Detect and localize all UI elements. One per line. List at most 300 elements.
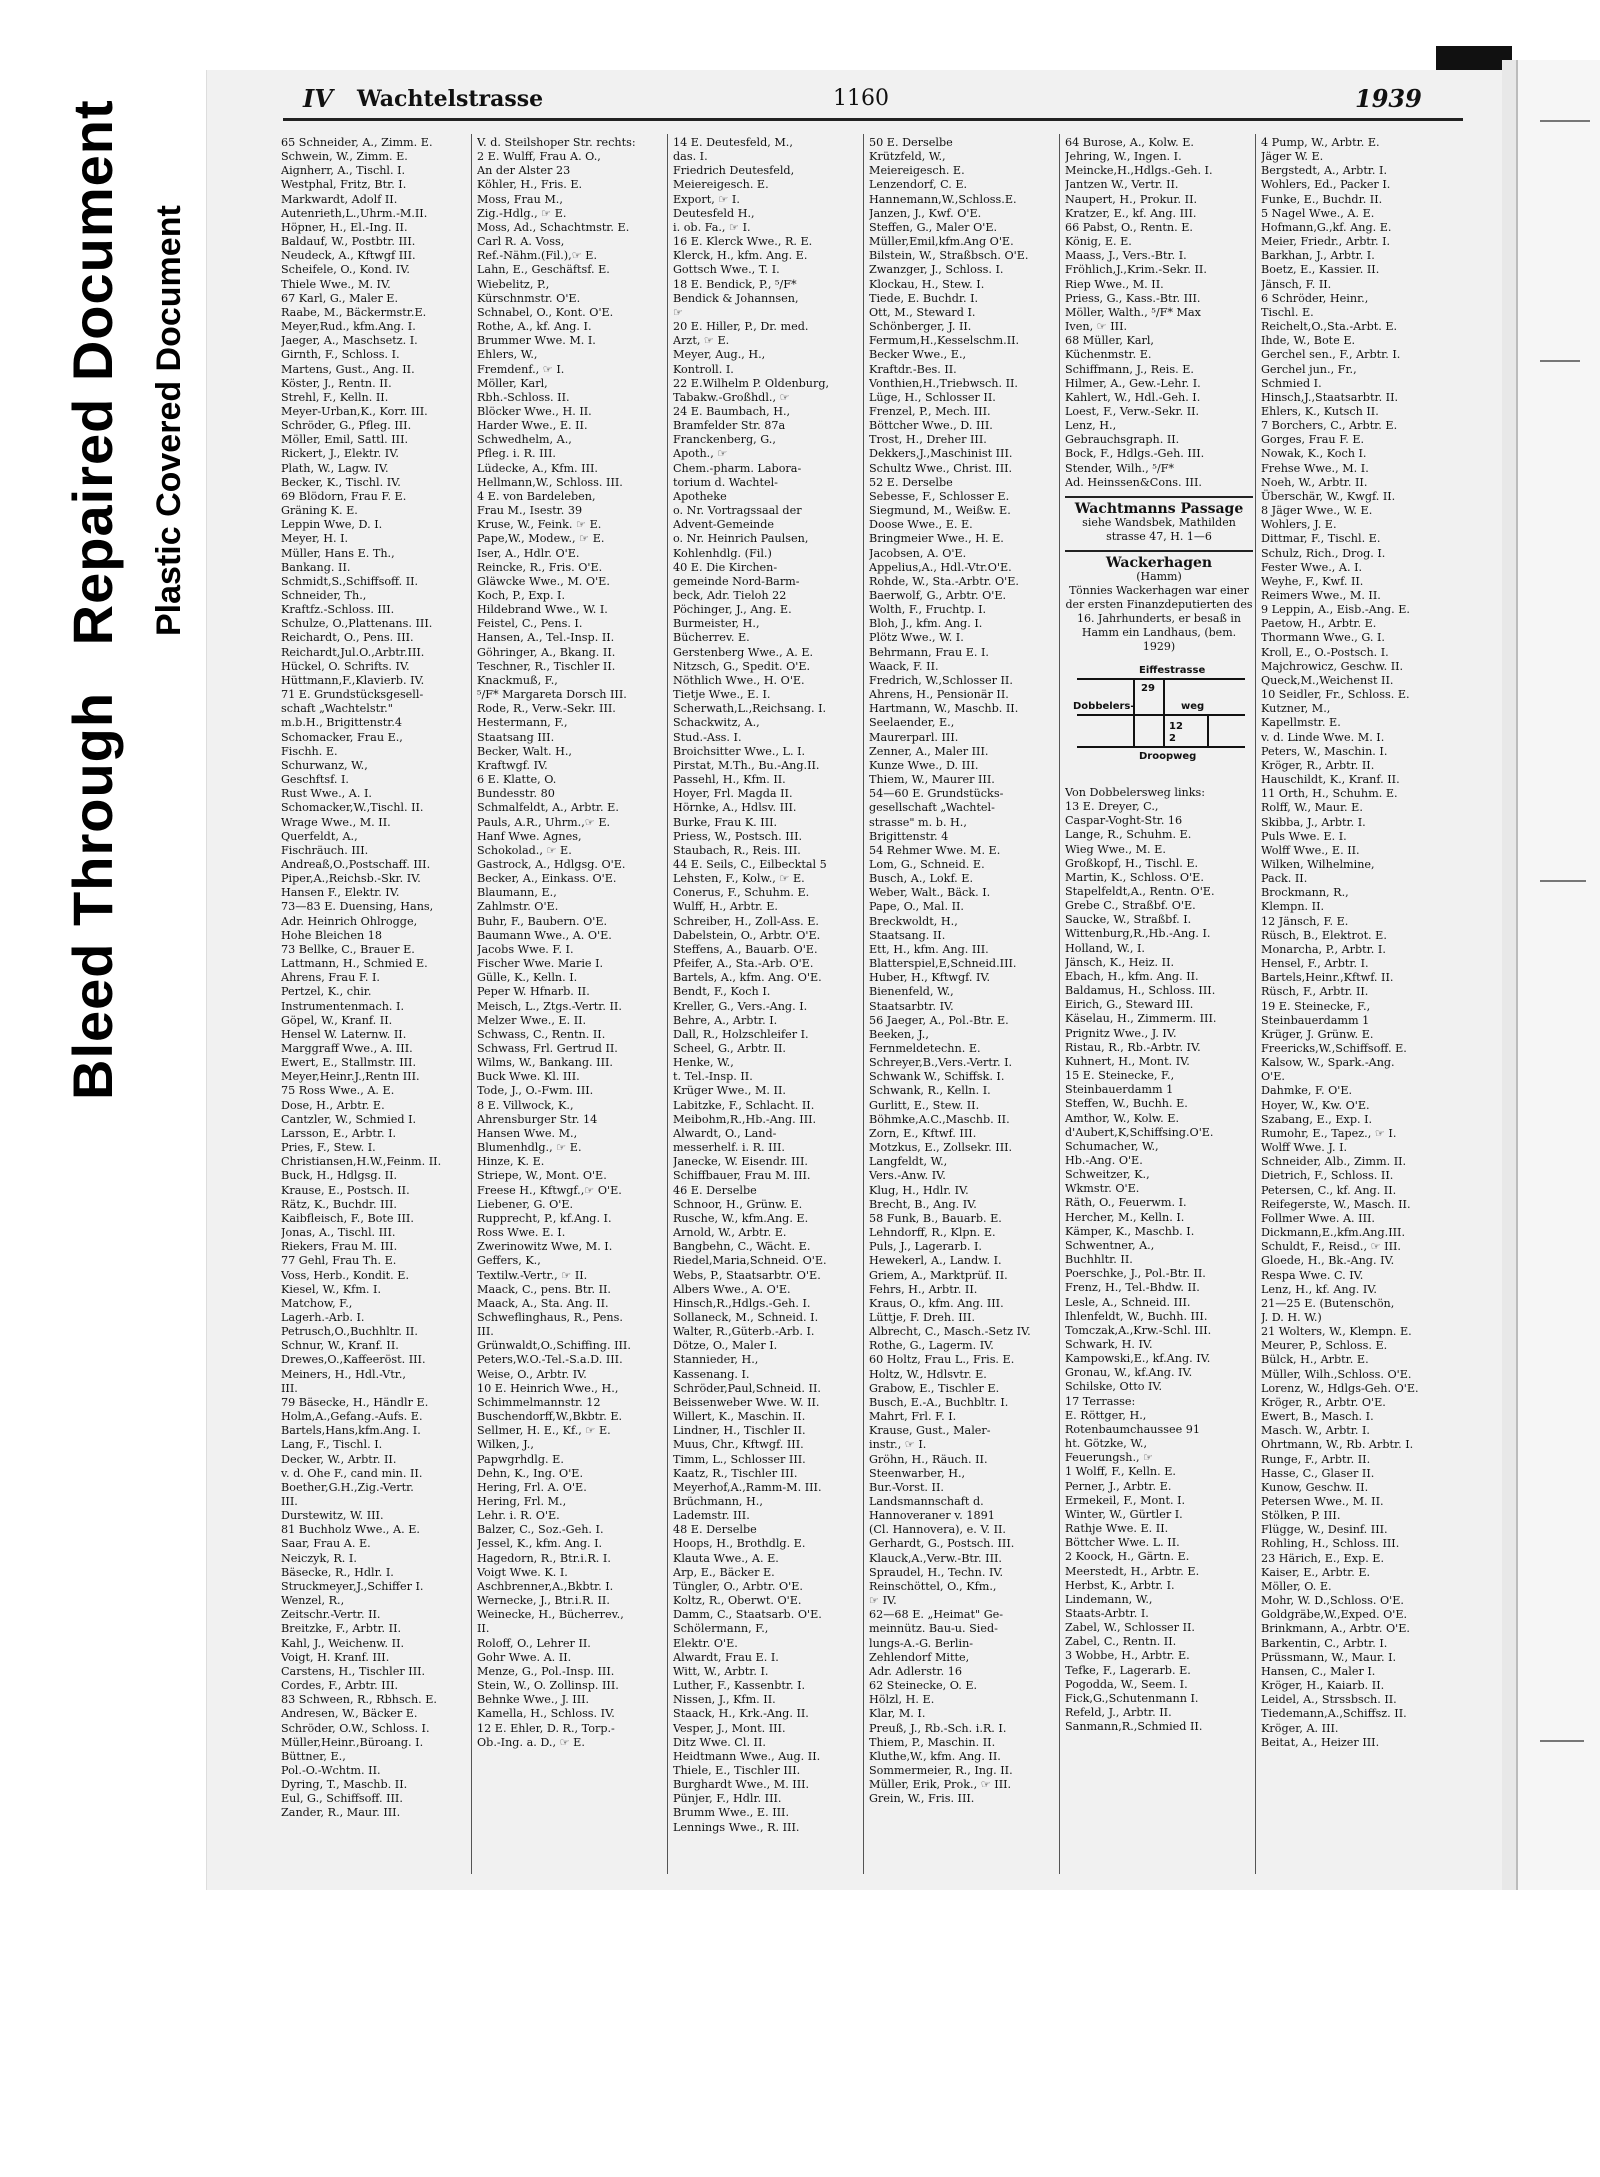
directory-entry: Roloff, O., Lehrer II. [477,1636,591,1650]
directory-entry: Refeld, J., Arbtr. II. [1065,1706,1172,1720]
directory-entry: Lattmann, H., Schmied E. [281,957,428,971]
directory-entry: Schomacker, Frau E., [281,730,403,744]
directory-entry: Jacobsen, A. O'E. [869,546,967,560]
directory-entry: Von Dobbelersweg links: [1065,785,1206,799]
directory-entry: Struckmeyer,J.,Schiffer I. [281,1579,424,1593]
directory-entry: Pauls, A.R., Uhrm.,☞ E. [477,815,611,829]
directory-entry: Kunze Wwe., D. III. [869,758,979,772]
directory-entry: 3 Wobbe, H., Arbtr. E. [1065,1649,1190,1663]
directory-page [206,70,1503,1890]
directory-entry: Rothe, G., Lagerm. IV. [869,1339,994,1353]
directory-entry: lungs-A.-G. Berlin- [869,1636,974,1650]
directory-entry: Köster, J., Rentn. II. [281,376,392,390]
directory-entry: Apoth., ☞ [673,447,728,461]
directory-entry: Hewekerl, A., Landw. I. [869,1254,1002,1268]
directory-entry: Bringmeier Wwe., H. E. [869,532,1004,546]
directory-entry: Aschbrenner,A.,Bkbtr. I. [477,1579,614,1593]
directory-entry: Krause, E., Postsch. II. [281,1183,410,1197]
directory-entry: Schnabel, O., Kont. O'E. [477,305,614,319]
directory-entry: Lesle, A., Schneid. III. [1065,1295,1191,1309]
directory-entry: Kamella, H., Schloss. IV. [477,1707,615,1721]
directory-entry: Hercher, M., Kelln. I. [1065,1210,1185,1224]
directory-entry: Kröger, R., Arbtr. O'E. [1261,1395,1386,1409]
directory-entry: Thiele, E., Tischler III. [673,1763,801,1777]
directory-entry: Waack, F. II. [869,659,939,673]
directory-entry: E. Röttger, H., [1065,1408,1147,1422]
directory-entry: Ohrtmann, W., Rb. Arbtr. I. [1261,1438,1414,1452]
directory-entry: Baldamus, H., Schloss. III. [1065,984,1216,998]
directory-entry: Freese H., Kftwgf.,☞ O'E. [477,1183,622,1197]
directory-entry: Hering, Frl. M., [477,1495,567,1508]
directory-entry: v. d. Linde Wwe. M. I. [1261,730,1385,744]
directory-entry: Busch, E.-A., Buchbltr. I. [869,1395,1009,1409]
directory-entry: Beissenweber Wwe. W. II. [673,1395,820,1409]
directory-entry: III. [281,1495,298,1508]
directory-entry: Weise, O., Arbtr. IV. [477,1367,587,1381]
directory-entry: Kaiser, E., Arbtr. E. [1261,1565,1371,1579]
directory-entry: Gerhardt, G., Postsch. III. [869,1537,1015,1551]
directory-entry: Schwentner, A., [1065,1238,1155,1252]
directory-entry: Damm, C., Staatsarb. O'E. [673,1608,822,1622]
directory-entry: Papwgrhdlg. E. [477,1452,564,1466]
directory-entry: messerhelf. i. R. III. [673,1141,785,1155]
directory-entry: Scheifele, O., Kond. IV. [281,263,410,277]
directory-entry: Fischräuch. III. [281,843,369,857]
directory-entry: Dehn, K., Ing. O'E. [477,1466,584,1480]
directory-entry: Sellmer, H. E., Kf., ☞ E. [477,1424,611,1438]
directory-entry: Ditz Wwe. Cl. II. [673,1735,766,1749]
directory-entry: Lüttje, F. Dreh. III. [869,1310,976,1324]
directory-entry: Grebe C., Straßbf. O'E. [1065,899,1196,913]
directory-entry: Becker, Walt. H., [477,744,572,758]
directory-entry: Export, ☞ I. [673,192,740,206]
directory-entry: Tabakw.-Großhdl., ☞ [673,390,790,404]
directory-entry: Westphal, Fritz, Btr. I. [281,178,407,192]
directory-entry: 4 E. von Bardeleben, [477,489,596,503]
directory-entry: Beeken, J., [869,1027,929,1041]
directory-entry: Pirstat, M.Th., Bu.-Ang.II. [673,758,820,772]
directory-entry: Elektr. O'E. [673,1636,738,1650]
directory-entry: Alwardt, O., Land- [673,1126,777,1140]
directory-entry: Timm, L., Schlosser III. [673,1452,806,1466]
directory-entry: Gläwcke Wwe., M. O'E. [477,574,610,588]
directory-entry: Tüngler, O., Arbtr. O'E. [673,1579,803,1593]
directory-entry: Lehndorff, R., Klpn. E. [869,1226,996,1240]
directory-entry: Wittenburg,R.,Hb.-Ang. I. [1065,927,1211,941]
directory-entry: Rbh.-Schloss. II. [477,390,570,404]
directory-entry: Gerchel sen., F., Arbtr. I. [1261,348,1401,362]
directory-entry: Klug, H., Hdlr. IV. [869,1183,969,1197]
directory-entry: Kahlert, W., Hdl.-Geh. I. [1065,390,1201,404]
directory-entry: Jonas, A., Tischl. III. [281,1226,396,1240]
directory-entry: Gronau, W., kf.Ang. IV. [1065,1366,1193,1380]
directory-entry: Queck,M.,Weichenst II. [1261,673,1394,687]
directory-entry: Pape,W., Modew., ☞ E. [477,532,605,546]
directory-entry: Poerschke, J., Pol.-Btr. II. [1065,1267,1206,1281]
directory-entry: Hanf Wwe. Agnes, [477,829,582,843]
directory-entry: Krause, Gust., Maler- [869,1424,991,1438]
directory-entry: Wernecke, J., Btr.i.R. II. [477,1594,610,1608]
section-number: IV [303,84,333,113]
directory-entry: Drewes,O.,Kaffeeröst. III. [281,1353,426,1367]
directory-entry: 9 Leppin, A., Eisb.-Ang. E. [1261,603,1410,617]
directory-entry: Stud.-Ass. I. [673,730,742,744]
column-divider [863,134,864,1874]
directory-entry: Käselau, H., Zimmerm. III. [1065,1012,1217,1026]
directory-entry: Pape, O., Mal. II. [869,900,964,914]
directory-entry: Striepe, W., Mont. O'E. [477,1169,607,1183]
plastic-covered-label: Plastic Covered Document [150,205,188,636]
directory-entry: 64 Burose, A., Kolw. E. [1065,136,1194,149]
directory-entry: Peper W. Hfnarb. II. [477,985,590,999]
directory-entry: 73—83 E. Duensing, Hans, [281,900,434,914]
directory-entry: v. d. Ohe F., cand min. II. [281,1466,423,1480]
directory-entry: Reichardt,Jul.O.,Arbtr.III. [281,645,425,659]
directory-entry: Durstewitz, W. III. [281,1509,384,1523]
directory-entry: Reincke, R., Fris. O'E. [477,560,603,574]
directory-entry: 44 E. Seils, C., Eilbecktal 5 [673,857,827,871]
directory-entry: Schmalfeldt, A., Arbtr. E. [477,801,619,815]
directory-entry: Heidtmann Wwe., Aug. II. [673,1749,821,1763]
directory-entry: Pack. II. [1261,872,1308,886]
directory-entry: Lademstr. III. [673,1509,750,1523]
directory-entry: Kröger, H., Kaiarb. II. [1261,1679,1385,1693]
directory-entry: Boether,G.H.,Zig.-Vertr. [281,1480,414,1494]
directory-entry: 19 E. Steinecke, F., [1261,999,1371,1013]
directory-entry: Weber, Walt., Bäck. I. [869,886,991,900]
directory-entry: 18 E. Bendick, P., ⁵/F* [673,277,797,291]
directory-entry: Kröger, A. III. [1261,1721,1339,1735]
directory-entry: Vesper, J., Mont. III. [673,1721,786,1735]
directory-entry: 58 Funk, B., Bauarb. E. [869,1211,1002,1225]
directory-entry: i. ob. Fa., ☞ I. [673,220,751,234]
directory-entry: Lüge, H., Schlosser II. [869,390,996,404]
directory-entry: Schiffbauer, Frau M. III. [673,1169,811,1183]
directory-entry: Bücherrev. E. [673,631,750,645]
directory-entry: Menze, G., Pol.-Insp. III. [477,1664,615,1678]
page-number: 1160 [833,86,889,111]
directory-entry: 15 E. Steinecke, F., [1065,1069,1175,1083]
directory-entry: Behnke Wwe., J. III. [477,1693,590,1707]
directory-entry: Webs, P., Staatsarbtr. O'E. [673,1268,821,1282]
directory-entry: Andresen, W., Bäcker E. [281,1707,418,1721]
directory-entry: Bäsecke, R., Hdlr. I. [281,1565,394,1579]
directory-entry: Schwank W., Schiffsk. I. [869,1070,1005,1084]
directory-entry: 21—25 E. (Butenschön, [1261,1296,1395,1310]
directory-entry: Skibba, J., Arbtr. I. [1261,815,1366,829]
directory-entry: Adr. Heinrich Ohlrogge, [281,914,418,928]
directory-entry: Gurlitt, E., Stew. II. [869,1098,980,1112]
directory-entry: Bendick & Johannsen, [673,291,799,305]
map-label: Dobbelers- [1073,700,1135,712]
directory-entry: Majchrowicz, Geschw. II. [1261,659,1404,673]
directory-entry: 1 Wolff, F., Kelln. E. [1065,1465,1176,1479]
directory-entry: Kratzer, E., kf. Ang. III. [1065,206,1197,220]
directory-entry: Hansen, C., Maler I. [1261,1664,1376,1678]
directory-entry: Klar, M. I. [869,1707,926,1721]
directory-entry: Schulz, Rich., Drog. I. [1261,546,1386,560]
directory-entry: Behre, A., Arbtr. I. [673,1013,778,1027]
directory-entry: Schröder, G., Pfleg. III. [281,419,412,433]
map-label: Eiffestrasse [1139,664,1206,676]
directory-entry: Schnoor, H., Grünw. E. [673,1197,803,1211]
directory-entry: Frenz, H., Tel.-Bhdw. II. [1065,1281,1200,1295]
directory-entry: Schokolad., ☞ E. [477,843,572,857]
directory-entry: Kassenang. I. [673,1367,750,1381]
directory-entry: 17 Terrasse: [1065,1394,1136,1408]
directory-entry: Krützfeld, W., [869,150,946,164]
directory-entry: Meyer,Heinr.J.,Rentn III. [281,1070,420,1084]
directory-entry: Zorn, E., Kftwf. III. [869,1126,977,1140]
directory-entry: Hoyer, W., Kw. O'E. [1261,1098,1370,1112]
directory-entry: Dyring, T., Maschb. II. [281,1778,408,1792]
directory-entry: Schröder,Paul,Schneid. II. [673,1381,821,1395]
directory-entry: Mohr, W. D.,Schloss. O'E. [1261,1594,1404,1608]
directory-entry: III. [281,1381,298,1395]
directory-entry: Loest, F., Verw.-Sekr. II. [1065,404,1200,418]
directory-entry: Möller, O. E. [1261,1579,1332,1593]
directory-entry: Jacobs Wwe. F. I. [477,942,574,956]
directory-entry: Janzen, J., Kwf. O'E. [869,206,982,220]
directory-entry: Brummer Wwe. M. I. [477,334,596,348]
directory-entry: Rathje Wwe. E. II. [1065,1522,1169,1536]
directory-entry: Vonthien,H.,Triebwsch. II. [869,376,1018,390]
box-title: Wackerhagen [1105,554,1213,571]
directory-entry: Respa Wwe. C. IV. [1261,1268,1364,1282]
directory-entry: Pries, F., Stew. I. [281,1141,376,1155]
directory-entry: Albers Wwe., A. O'E. [673,1282,791,1296]
directory-entry: Trost, H., Dreher III. [869,433,987,447]
directory-entry: Wiebelitz, P., [477,277,550,291]
directory-entry: Sommermeier, R., Ing. II. [869,1763,1013,1777]
directory-entry: Brigittenstr. 4 [869,829,949,843]
directory-entry: o. Nr. Heinrich Paulsen, [673,532,809,546]
directory-entry: Schmidt,S.,Schiffsoff. II. [281,574,419,588]
directory-entry: Witt, W., Arbtr. I. [673,1664,769,1678]
info-box-passage [1065,496,1253,544]
directory-entry: Ehlers, K., Kutsch II. [1261,404,1379,418]
directory-entry: Böhmke,A.C.,Maschb. II. [869,1112,1010,1126]
directory-entry: Meurer, P., Schloss. E. [1261,1339,1388,1353]
directory-entry: Bundesstr. 80 [477,787,555,801]
directory-entry: Aignherr, A., Tischl. I. [281,164,406,178]
directory-entry: Zenner, A., Maler III. [869,744,989,758]
directory-entry: Rohling, H., Schloss. III. [1261,1537,1400,1551]
directory-entry: Gottsch Wwe., T. I. [673,263,780,277]
directory-entry: Rolff, W., Maur. E. [1261,801,1363,815]
directory-entry: 16 E. Klerck Wwe., R. E. [673,235,813,249]
directory-entry: m.b.H., Brigittenstr.4 [281,716,403,730]
directory-entry: Alwardt, Frau E. I. [673,1650,779,1664]
directory-entry: Fehrs, H., Arbtr. II. [869,1282,978,1296]
directory-entry: Schulze, O.,Plattenans. III. [281,617,433,631]
directory-entry: O'E. [1261,1070,1285,1084]
directory-entry: Zabel, C., Rentn. II. [1065,1635,1177,1649]
directory-entry: Moss, Ad., Schachtmstr. E. [477,220,630,234]
directory-entry: Bramfelder Str. 87a [673,419,786,433]
directory-entry: Burmeister, H., [673,617,760,631]
directory-entry: Melzer Wwe., E. II. [477,1013,587,1027]
directory-entry: Kahl, J., Weichenw. II. [281,1636,405,1650]
directory-entry: Möller, Walth., ⁵/F* Max [1065,305,1201,319]
directory-entry: Zander, R., Maur. III. [281,1806,401,1820]
directory-entry: Schreyer,B.,Vers.-Vertr. I. [869,1056,1013,1070]
directory-entry: Dötze, O., Maler I. [673,1339,778,1353]
directory-entry: Bartels, A., kfm. Ang. O'E. [673,971,822,985]
directory-entry: Schweflinghaus, R., Pens. [477,1310,623,1324]
directory-entry: Brockmann, R., [1261,886,1349,900]
directory-entry: Perner, J., Arbtr. E. [1065,1479,1172,1493]
directory-entry: Sanmann,R.,Schmied II. [1065,1720,1203,1734]
directory-entry: Ahrens, H., Pensionär II. [869,688,1009,702]
directory-entry: Steffen, W., Buchh. E. [1065,1097,1188,1111]
directory-entry: Griem, A., Marktprüf. II. [869,1268,1008,1282]
directory-entry: Kaatz, R., Tischler III. [673,1466,798,1480]
directory-entry: Gloede, H., Bk.-Ang. IV. [1261,1254,1395,1268]
directory-entry: 23 Härich, E., Exp. E. [1261,1551,1385,1565]
directory-entry: Busch, A., Lokf. E. [869,872,974,886]
directory-entry: Breitzke, F., Arbtr. II. [281,1622,402,1636]
directory-entry: Caspar-Voght-Str. 16 [1065,814,1183,828]
directory-entry: Barkentin, C., Arbtr. I. [1261,1636,1388,1650]
directory-entry: Staatsang. II. [869,928,946,942]
directory-entry: Leppin Wwe, D. I. [281,518,383,532]
directory-entry: Riedel,Maria,Schneid. O'E. [673,1254,827,1268]
directory-entry: Meier, Friedr., Arbtr. I. [1261,235,1391,249]
directory-entry: Markwardt, Adolf II. [281,192,398,206]
directory-entry: Martens, Gust., Ang. II. [281,362,415,376]
directory-entry: Freericks,W.,Schiffsoff. E. [1261,1042,1407,1055]
directory-entry: Staats-Arbtr. I. [1065,1606,1149,1620]
directory-entry: Bartels,Hans,kfm.Ang. I. [281,1424,421,1438]
directory-entry: Kaibfleisch, F., Bote III. [281,1211,414,1225]
directory-entry: Labitzke, F., Schlacht. II. [673,1098,815,1112]
directory-entry: Autenrieth,L.,Uhrm.-M.II. [281,206,428,220]
directory-entry: beck, Adr. Tieloh 22 [673,589,787,602]
directory-entry: Kuhnert, H., Mont. IV. [1065,1054,1190,1068]
directory-entry: Sebesse, F., Schlosser E. [869,489,1010,503]
directory-entry: Kohlenhdlg. (Fil.) [673,546,772,560]
street-map [1069,660,1249,780]
directory-entry: Köhler, H., Fris. E. [477,178,583,192]
directory-entry: Bülck, H., Arbtr. E. [1261,1353,1369,1367]
directory-entry: Arzt, ☞ E. [673,334,730,348]
directory-entry: 24 E. Baumbach, H., [673,404,791,418]
directory-entry: Schmied I. [1261,376,1322,390]
map-label: 2 [1169,732,1176,744]
directory-entry: Ross Wwe. E. I. [477,1226,566,1240]
directory-entry: Rode, R., Verw.-Sekr. III. [477,702,616,716]
directory-entry: Müller, Hans E. Th., [281,546,395,560]
directory-entry: Kalsow, W., Spark.-Ang. [1261,1056,1395,1070]
directory-entry: Hohe Bleichen 18 [281,928,382,942]
directory-entry: Henke, W., [673,1056,734,1070]
directory-entry: Schumacher, W., [1065,1139,1159,1153]
directory-entry: Burghardt Wwe., M. III. [673,1778,810,1792]
directory-entry: Zig.-Hdlg., ☞ E. [477,206,567,220]
directory-entry: Nitzsch, G., Spedit. O'E. [673,659,811,673]
header-rule [283,118,1463,121]
directory-entry: Ad. Heinssen&Cons. III. [1065,475,1202,489]
directory-entry: Böttcher Wwe. L. II. [1065,1536,1180,1550]
directory-entry: Bienenfeld, W., [869,985,954,999]
directory-entry: ☞ [673,305,684,319]
directory-entry: Koltz, R., Oberwt. O'E. [673,1594,802,1608]
directory-entry: Maack, C., pens. Btr. II. [477,1282,611,1296]
directory-entry: 2 Koock, H., Gärtn. E. [1065,1550,1190,1564]
directory-entry: Pogodda, W., Seem. I. [1065,1677,1188,1691]
directory-entry: Gräning K. E. [281,504,358,518]
directory-entry: Thiem, P., Maschin. II. [869,1735,996,1749]
directory-entry: Ristau, R., Rb.-Arbtr. IV. [1065,1040,1201,1054]
directory-entry: J. D. H. W.) [1261,1310,1322,1324]
directory-entry: Thiele Wwe., M. IV. [281,277,391,291]
directory-entry: Maurerparl. III. [869,730,959,744]
directory-entry: Schultz Wwe., Christ. III. [869,461,1013,475]
directory-entry: Carstens, H., Tischler III. [281,1664,426,1678]
directory-entry: Landsmannschaft d. [869,1495,984,1508]
directory-entry: Barkhan, J., Arbtr. I. [1261,249,1375,263]
directory-entry: 79 Bäsecke, H., Händlr E. [281,1395,429,1409]
street-name: Wachtelstrasse [357,86,544,112]
directory-entry: Pol.-O.-Wchtm. II. [281,1763,381,1777]
directory-entry: Naupert, H., Prokur. II. [1065,192,1198,206]
directory-entry: 68 Müller, Karl, [1065,334,1154,348]
directory-entry: Schönberger, J. II. [869,320,972,334]
directory-entry: Fremdenf., ☞ I. [477,362,565,376]
directory-entry: Arnold, W., Arbtr. E. [673,1226,787,1240]
directory-entry: 11 Orth, H., Schuhm. E. [1261,787,1398,801]
directory-entry: Kröger, R., Arbtr. II. [1261,758,1375,772]
directory-entry: Grein, W., Fris. III. [869,1792,975,1806]
directory-entry: Andreaß,O.,Postschaff. III. [281,857,431,871]
directory-entry: Marggraff Wwe., A. III. [281,1042,413,1055]
directory-entry: Saar, Frau A. E. [281,1537,371,1551]
directory-entry: Schneider, Alb., Zimm. II. [1261,1155,1407,1169]
directory-entry: Hestermann, F., [477,716,568,730]
directory-entry: Feistel, C., Pens. I. [477,617,583,631]
directory-entry: Tiedemann,A.,Schiffsz. II. [1261,1707,1407,1721]
directory-entry: Szabang, E., Exp. I. [1261,1112,1373,1126]
directory-entry: Klauck,A.,Verw.-Btr. III. [869,1551,1002,1565]
directory-entry: Monarcha, P., Arbtr. I. [1261,942,1386,956]
directory-entry: Wenzel, R., [281,1594,345,1608]
column-divider [667,134,668,1874]
directory-entry: Piper,A.,Reichsb.-Skr. IV. [281,872,421,886]
directory-entry: Schimmelmannstr. 12 [477,1395,601,1409]
directory-entry: Bankang. II. [281,560,351,574]
directory-entry: Pöchinger, J., Ang. E. [673,603,792,617]
directory-entry: 71 E. Grundstücksgesell- [281,688,424,702]
directory-entry: Huber, H., Kftwgf. IV. [869,971,991,985]
directory-entry: Jehring, W., Ingen. I. [1065,150,1182,164]
directory-entry: Nöthlich Wwe., H. O'E. [673,673,805,687]
directory-entry: Ett, H., kfm. Ang. III. [869,942,989,956]
column-1 [281,136,469,1876]
directory-entry: 75 Ross Wwe., A. E. [281,1084,395,1098]
directory-entry: Wolth, F., Fruchtp. I. [869,603,987,617]
directory-entry: Langfeldt, W., [869,1155,948,1169]
directory-entry: Becker, A., Einkass. O'E. [477,872,617,886]
directory-entry: Fredrich, W.,Schlosser II. [869,673,1013,687]
column-4 [869,136,1057,1876]
directory-entry: Hofmann,G.,kf. Ang. E. [1261,220,1392,234]
directory-entry: Baumann Wwe., A. O'E. [477,928,612,942]
directory-entry: Matchow, F., [281,1296,353,1310]
directory-entry: Janecke, W. Eisendr. III. [673,1155,808,1169]
directory-entry: Schiffmann, J., Reis. E. [1065,362,1194,376]
directory-entry: Amthor, W., Kolw. E. [1065,1111,1180,1125]
